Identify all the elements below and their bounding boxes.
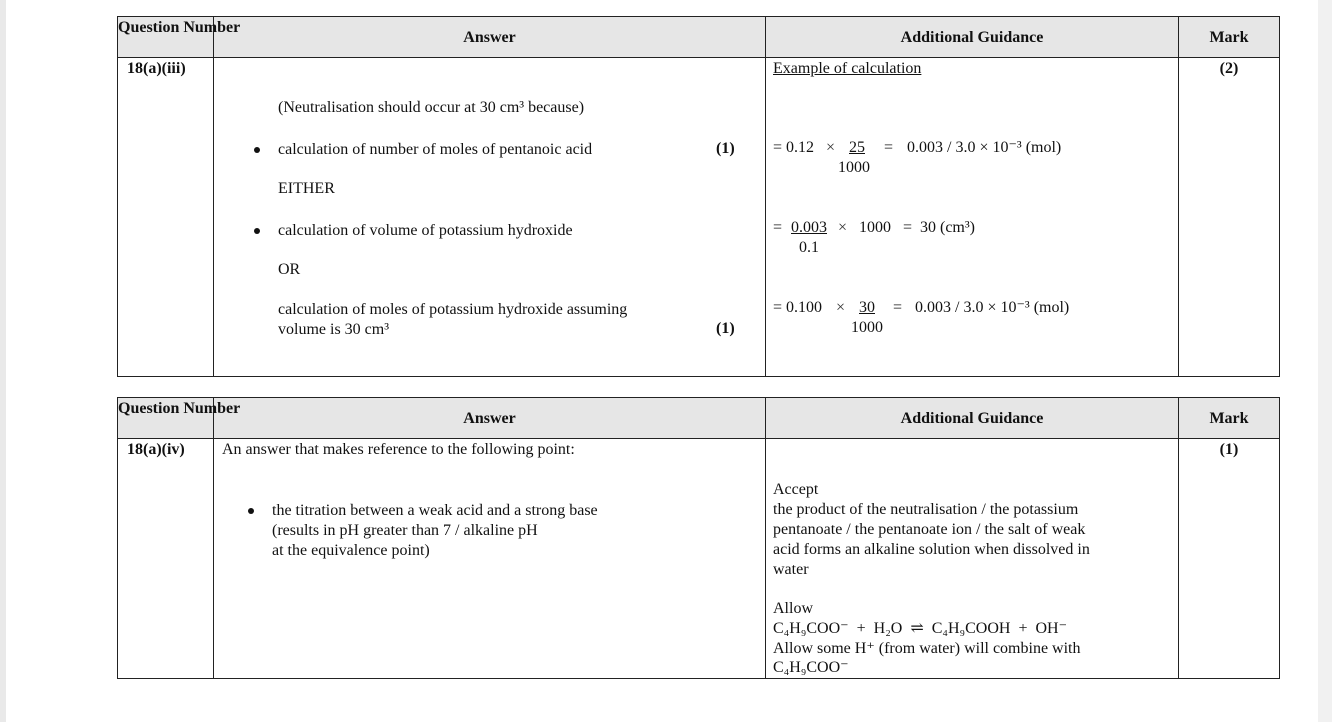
guidance-accept-line: water xyxy=(773,561,809,578)
answer-point-moles-koh-cont: volume is 30 cm³ xyxy=(278,321,390,338)
guidance-allow-title: Allow xyxy=(773,600,813,617)
answer-point-mark: (1) xyxy=(716,320,735,337)
answer-intro: (Neutralisation should occur at 30 cm³ because) xyxy=(278,99,585,116)
header-question-number: Question Number xyxy=(118,400,241,417)
answer-point-line: (results in pH greater than 7 / alkaline pH xyxy=(272,522,538,539)
answer-intro: An answer that makes reference to the following point: xyxy=(222,441,575,458)
guidance-allow-line: C₄H₉COO⁻ xyxy=(773,659,849,676)
answer-point-line: at the equivalence point) xyxy=(272,542,430,559)
header-mark: Mark xyxy=(1209,410,1249,427)
guidance-accept-title: Accept xyxy=(773,481,819,498)
bullet-icon xyxy=(254,228,260,234)
answer-point-line: the titration between a weak acid and a strong base xyxy=(272,502,598,519)
mark-value: (1) xyxy=(1219,441,1239,458)
answer-point-mark: (1) xyxy=(716,140,735,157)
question-number: 18(a)(iii) xyxy=(127,60,186,77)
header-mark: Mark xyxy=(1209,29,1249,46)
scrollbar-track[interactable] xyxy=(1318,0,1332,722)
question-number: 18(a)(iv) xyxy=(127,441,185,458)
header-answer: Answer xyxy=(463,29,516,46)
answer-either: EITHER xyxy=(278,180,335,197)
bullet-icon xyxy=(248,508,254,514)
guidance-accept-line: the product of the neutralisation / the potassium xyxy=(773,501,1079,518)
left-margin-bar xyxy=(0,0,6,722)
guidance-allow-line: Allow some H⁺ (from water) will combine with xyxy=(773,640,1081,657)
answer-point-moles-pentanoic-acid: calculation of number of moles of pentanoic acid xyxy=(278,141,593,158)
bullet-icon xyxy=(254,147,260,153)
answer-point-moles-koh: calculation of moles of potassium hydroxide assuming xyxy=(278,301,628,318)
mark-value: (2) xyxy=(1219,60,1239,77)
guidance-accept-line: pentanoate / the pentanoate ion / the salt of weak xyxy=(773,521,1086,538)
answer-or: OR xyxy=(278,261,301,278)
guidance-title: Example of calculation xyxy=(773,60,922,77)
header-additional-guidance: Additional Guidance xyxy=(900,410,1044,427)
header-question-number: Question Number xyxy=(118,19,241,36)
guidance-accept-line: acid forms an alkaline solution when dissolved in xyxy=(773,541,1090,558)
answer-point-volume-koh: calculation of volume of potassium hydroxide xyxy=(278,222,573,239)
guidance-equation: C₄H₉COO⁻ + H₂O ⇌ C₄H₉COOH + OH⁻ xyxy=(773,620,1068,637)
header-additional-guidance: Additional Guidance xyxy=(900,29,1044,46)
header-answer: Answer xyxy=(463,410,516,427)
mark-scheme-table-2 xyxy=(117,397,1280,679)
mark-scheme-table-1: Question Number Answer Additional Guidance Mark 18(a)(iii) (2) (Neutralisation should occur at 30 cm³ because) calculation of number of moles of pentanoic acid (1) EITHER calculation of volume of potassium hydroxide OR calculation of moles of potassium hydroxide assuming volume is 30 cm³ (1) Example of calculation = 0.12 × 25 1000 = 0.003 / 3.0 × 10⁻³ (mol) = 0.003 0.1 × 1000 = 30 (cm³) = 0.100 × 30 1000 = 0.003 / 3.0 × 10⁻³ (mol) xyxy=(117,16,1280,377)
